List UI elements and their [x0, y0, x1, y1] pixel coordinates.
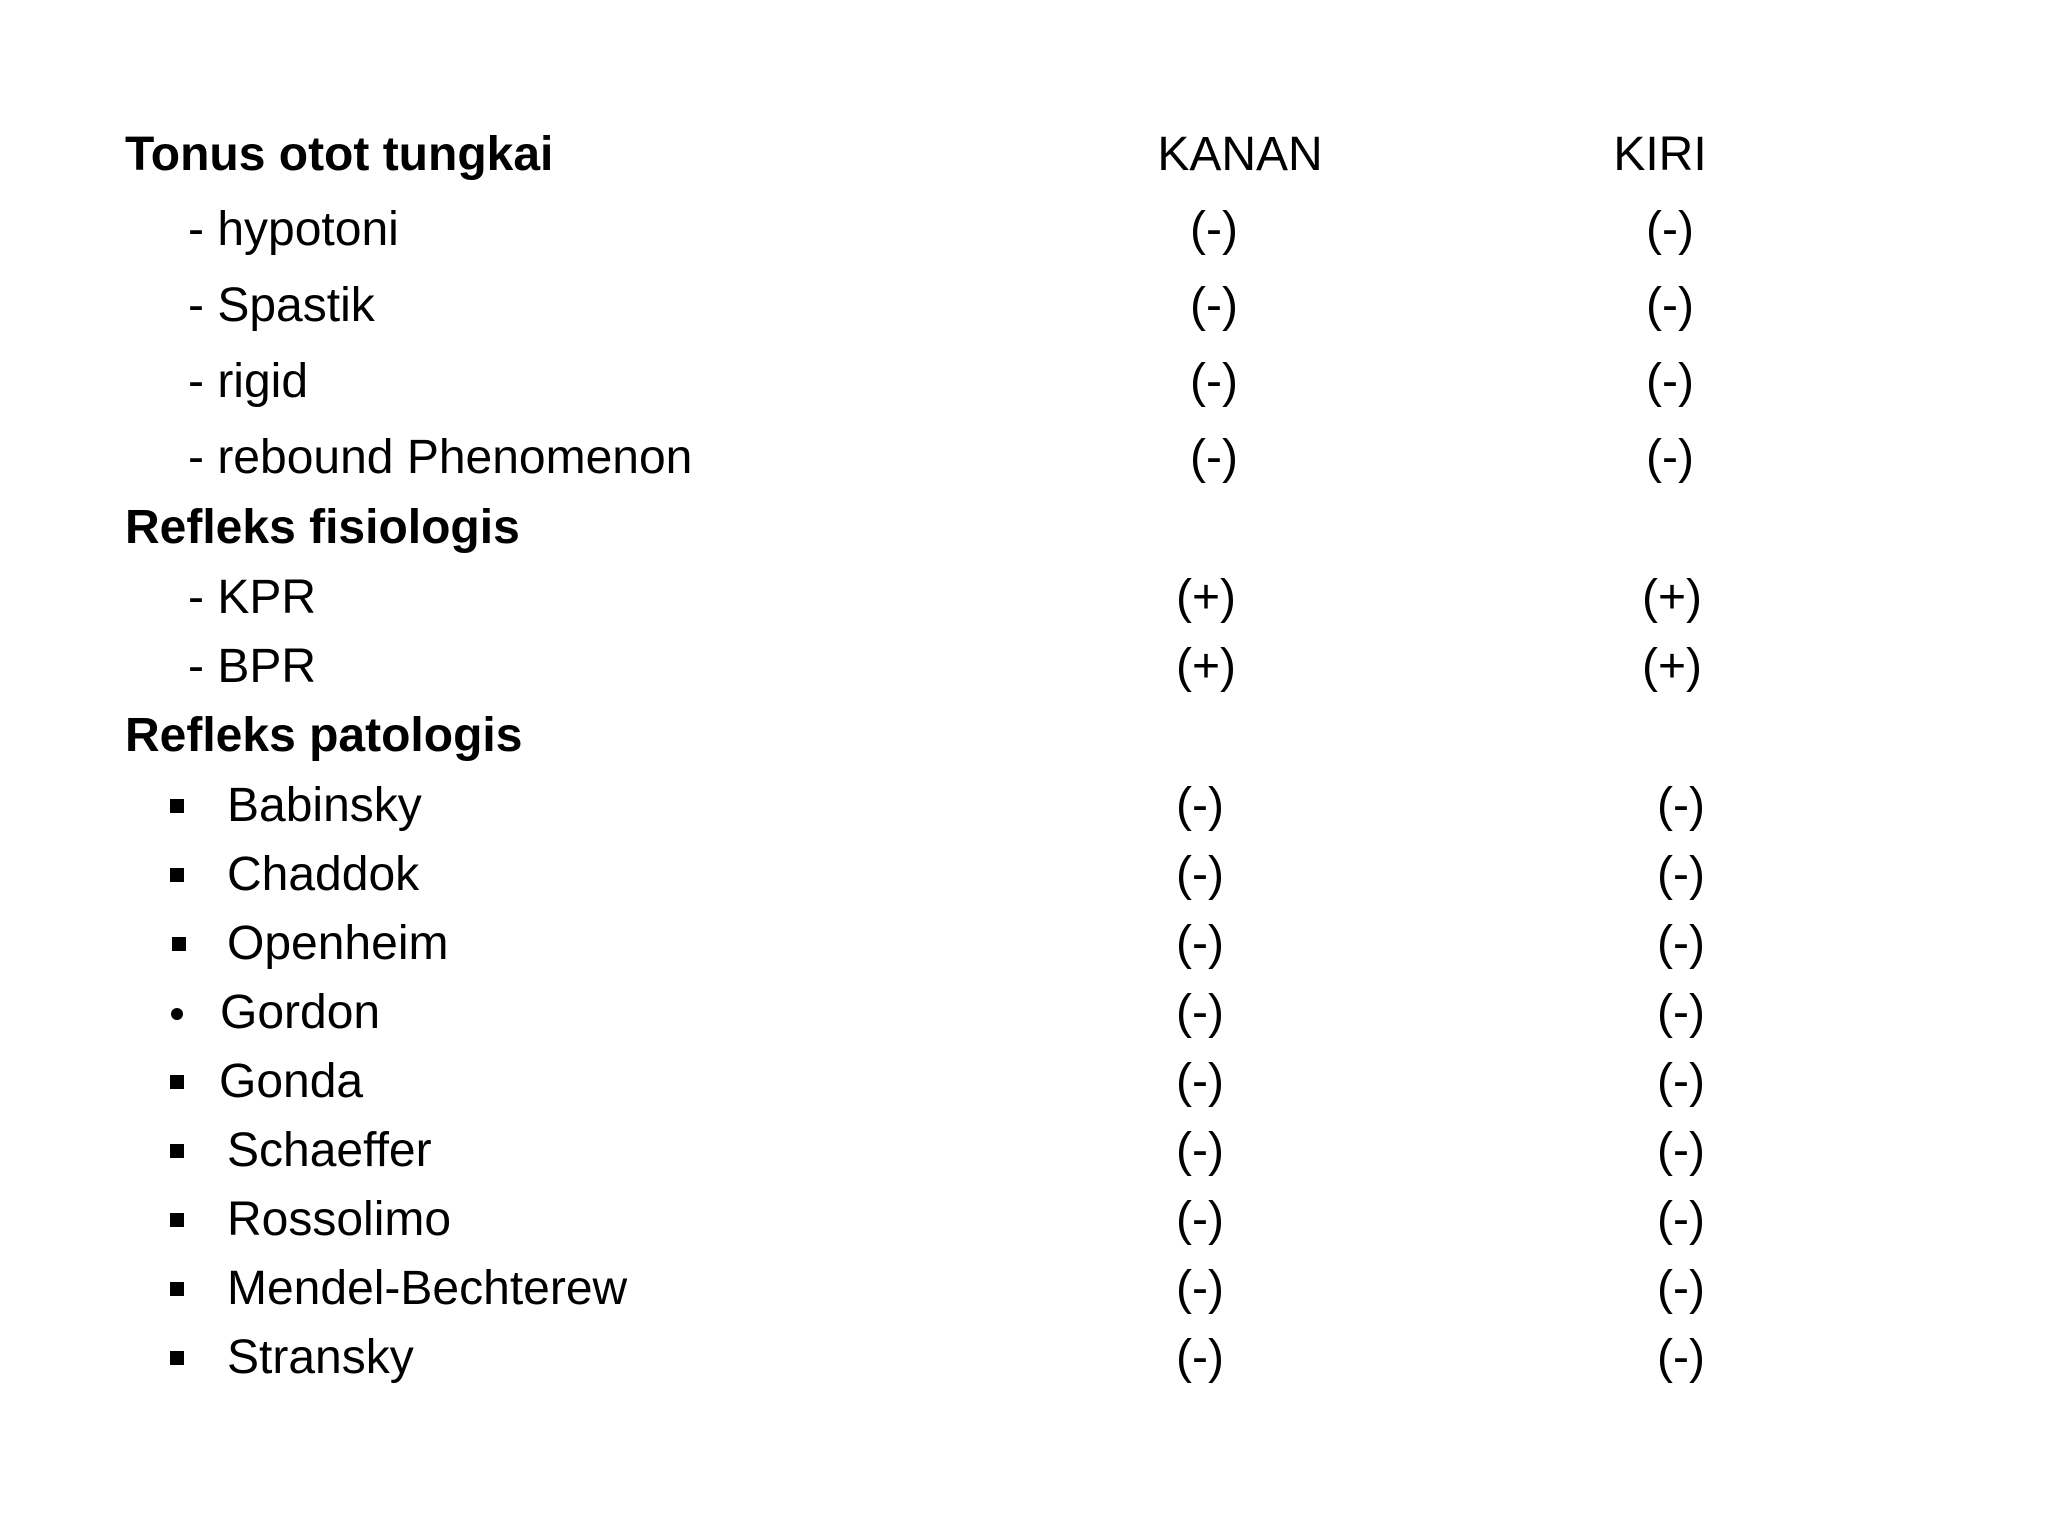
row-label: - hypotoni [188, 203, 399, 256]
value-kanan: (-) [1190, 203, 1238, 256]
value-kiri: (-) [1657, 986, 1705, 1039]
table-row [0, 567, 2048, 629]
table-row [0, 913, 2048, 975]
value-kiri: (-) [1657, 848, 1705, 901]
table-row [0, 844, 2048, 906]
column-header-kiri: KIRI [1613, 128, 1707, 181]
column-header-kanan: KANAN [1157, 128, 1323, 181]
table-row [0, 1189, 2048, 1251]
value-kiri: (-) [1657, 1124, 1705, 1177]
row-label: - rebound Phenomenon [188, 431, 693, 484]
section-heading-row [0, 705, 2048, 767]
table-row [0, 199, 2048, 261]
value-kanan: (-) [1176, 1331, 1224, 1384]
value-kiri: (-) [1646, 355, 1694, 408]
value-kanan: (-) [1190, 431, 1238, 484]
row-label: - Spastik [188, 279, 375, 332]
row-label: Mendel-Bechterew [227, 1262, 628, 1315]
row-label: Schaeffer [227, 1124, 432, 1177]
square-bullet-icon [170, 1351, 184, 1365]
value-kanan: (-) [1176, 1193, 1224, 1246]
square-bullet-icon [170, 868, 184, 882]
table-row [0, 275, 2048, 337]
table-row [0, 1327, 2048, 1389]
table-row [0, 1120, 2048, 1182]
square-bullet-icon [170, 1075, 184, 1089]
value-kiri: (-) [1657, 1055, 1705, 1108]
value-kanan: (-) [1190, 355, 1238, 408]
table-row [0, 427, 2048, 489]
row-label: Babinsky [227, 779, 422, 832]
table-row [0, 1258, 2048, 1320]
square-bullet-icon [172, 937, 186, 951]
table-row [0, 775, 2048, 837]
value-kanan: (-) [1176, 1055, 1224, 1108]
row-label: Chaddok [227, 848, 420, 901]
table-row [0, 982, 2048, 1044]
value-kanan: (+) [1176, 571, 1236, 624]
value-kanan: (-) [1176, 917, 1224, 970]
round-bullet-icon [171, 1008, 183, 1020]
value-kiri: (-) [1646, 431, 1694, 484]
value-kanan: (-) [1176, 779, 1224, 832]
section-heading-row [0, 497, 2048, 559]
value-kiri: (-) [1657, 1193, 1705, 1246]
value-kiri: (-) [1657, 779, 1705, 832]
section-title-fisiologis: Refleks fisiologis [125, 501, 520, 554]
value-kiri: (+) [1642, 571, 1702, 624]
square-bullet-icon [170, 1213, 184, 1227]
row-label: Gonda [219, 1055, 364, 1108]
row-label: - KPR [188, 571, 317, 624]
value-kanan: (-) [1176, 1124, 1224, 1177]
row-label: Openheim [227, 917, 449, 970]
value-kanan: (-) [1176, 1262, 1224, 1315]
value-kanan: (-) [1176, 986, 1224, 1039]
value-kanan: (+) [1176, 640, 1236, 693]
value-kiri: (-) [1657, 917, 1705, 970]
table-row [0, 636, 2048, 698]
value-kiri: (-) [1657, 1331, 1705, 1384]
row-label: Rossolimo [227, 1193, 452, 1246]
row-label: - rigid [188, 355, 309, 408]
square-bullet-icon [170, 1144, 184, 1158]
section-title-patologis: Refleks patologis [125, 709, 523, 762]
value-kiri: (-) [1646, 203, 1694, 256]
value-kanan: (-) [1190, 279, 1238, 332]
value-kiri: (-) [1657, 1262, 1705, 1315]
row-label: Stransky [227, 1331, 414, 1384]
header-row [0, 124, 2048, 186]
value-kiri: (-) [1646, 279, 1694, 332]
value-kanan: (-) [1176, 848, 1224, 901]
square-bullet-icon [170, 799, 184, 813]
table-row [0, 351, 2048, 413]
row-label: Gordon [220, 986, 381, 1039]
square-bullet-icon [170, 1282, 184, 1296]
value-kiri: (+) [1642, 640, 1702, 693]
section-title-tonus: Tonus otot tungkai [125, 128, 554, 181]
row-label: - BPR [188, 640, 317, 693]
table-row [0, 1051, 2048, 1113]
